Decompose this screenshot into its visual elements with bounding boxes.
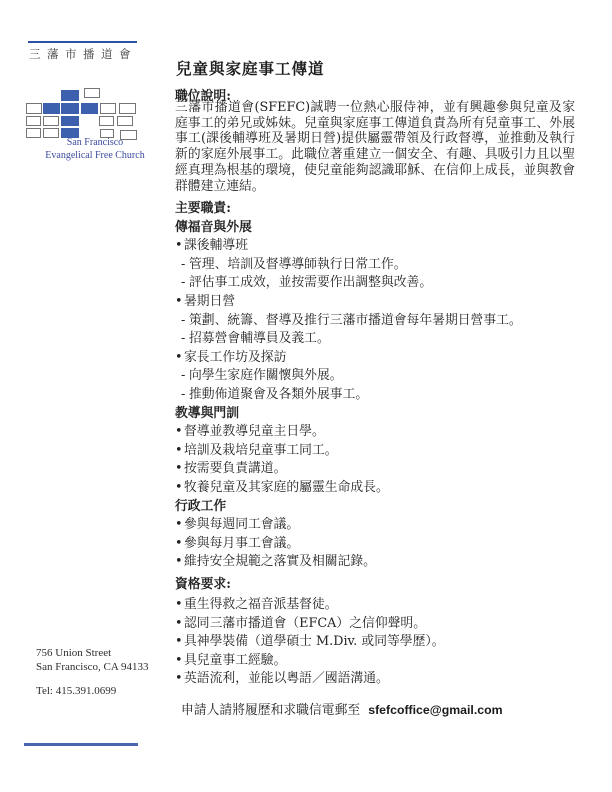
responsibilities-heading: 主要職責: xyxy=(175,201,231,216)
list-item xyxy=(175,293,522,312)
subheading-admin-work: 行政工作 xyxy=(175,498,227,514)
list-item-label: 參與每週同工會議。 xyxy=(184,517,300,533)
list-subitem-label: 策劃、統籌、督導及推行三藩市播道會每年暑期日營事工。 xyxy=(189,312,522,328)
application-email: sfefcoffice@gmail.com xyxy=(368,703,503,717)
address-block xyxy=(36,647,148,675)
list-item-label: 具兒童事工經驗。 xyxy=(184,652,287,668)
list-item xyxy=(175,553,522,572)
list-subitem-label: 管理、培訓及督導導師執行日常工作。 xyxy=(189,256,407,272)
logo-cell xyxy=(100,103,116,114)
list-item-label: 參與每月事工會議。 xyxy=(184,535,300,551)
list-subitem xyxy=(175,367,522,386)
logo-cell xyxy=(117,116,133,126)
logo-cell xyxy=(84,88,100,98)
logo-cell xyxy=(99,116,114,126)
list-item xyxy=(175,633,445,652)
list-item-label: 具神學裝備（道學碩士 M.Div. 或同等學歷）。 xyxy=(184,634,445,650)
list-item xyxy=(175,535,522,554)
list-item xyxy=(175,615,445,634)
list-item xyxy=(175,237,522,256)
logo-cell xyxy=(61,103,79,114)
subheading-teaching-discipleship: 教導與門訓 xyxy=(175,405,239,421)
address-street: 756 Union Street xyxy=(36,647,112,659)
list-item-label: 按需要負責講道。 xyxy=(184,461,287,477)
list-item-label: 家長工作坊及探訪 xyxy=(184,349,287,365)
logo-cell xyxy=(61,90,79,101)
list-item xyxy=(175,349,522,368)
list-item xyxy=(175,460,522,479)
bullet-marker: • xyxy=(175,652,183,668)
bullet-marker: • xyxy=(175,535,183,551)
org-name-chinese: 三藩市播道會 xyxy=(29,47,137,61)
responsibilities-section xyxy=(175,200,522,572)
footer-rule xyxy=(24,743,138,746)
org-name-english-line2: Evangelical Free Church xyxy=(45,149,145,161)
list-item xyxy=(175,652,445,671)
list-item xyxy=(175,442,522,461)
list-item xyxy=(175,596,445,615)
bullet-marker: • xyxy=(175,554,183,570)
list-item xyxy=(175,670,445,689)
bullet-marker: • xyxy=(175,424,183,440)
bullet-marker: • xyxy=(175,293,183,309)
subheading-evangelism-outreach: 傳福音與外展 xyxy=(175,219,252,235)
logo-cell xyxy=(119,103,136,114)
list-item-label: 維持安全規範之落實及相關記錄。 xyxy=(184,554,376,570)
logo-cell xyxy=(81,103,98,114)
list-item-label: 暑期日營 xyxy=(184,293,236,309)
bullet-marker: • xyxy=(175,634,183,650)
bullet-marker: • xyxy=(175,671,183,687)
bullet-marker: • xyxy=(175,597,183,612)
list-item-label: 督導並教導兒童主日學。 xyxy=(184,424,325,440)
list-subitem xyxy=(175,386,522,405)
list-item-label: 牧養兒童及其家庭的屬靈生命成長。 xyxy=(184,479,389,495)
list-item xyxy=(175,479,522,498)
bullet-marker: • xyxy=(175,479,183,495)
list-subitem-label: 向學生家庭作關懷與外展。 xyxy=(189,368,343,384)
list-item xyxy=(175,516,522,535)
org-name-english-line1: San Francisco xyxy=(66,137,124,148)
dash-marker: - xyxy=(181,275,186,291)
list-subitem-label: 招募營會輔導員及義工。 xyxy=(189,331,330,347)
address-city: San Francisco, CA 94133 xyxy=(36,660,149,673)
list-item-label: 課後輔導班 xyxy=(184,238,248,254)
list-item-label: 認同三藩市播道會（EFCA）之信仰聲明。 xyxy=(184,615,427,631)
list-item-label: 重生得救之福音派基督徒。 xyxy=(184,597,338,612)
dash-marker: - xyxy=(181,368,186,384)
bullet-marker: • xyxy=(175,238,183,254)
org-name-english xyxy=(16,137,174,162)
dash-marker: - xyxy=(181,386,186,402)
list-subitem xyxy=(175,312,522,331)
logo-cell xyxy=(43,103,60,114)
logo-cell xyxy=(26,103,42,114)
bullet-marker: • xyxy=(175,517,183,533)
bullet-marker: • xyxy=(175,442,183,458)
list-item-label: 英語流利，並能以粵語／國語溝通。 xyxy=(184,671,389,687)
application-instruction: 申請人請將履歷和求職信電郵至 xyxy=(181,703,361,718)
dash-marker: - xyxy=(181,331,186,347)
dash-marker: - xyxy=(181,312,186,328)
list-item xyxy=(175,423,522,442)
job-description-heading: 職位說明: xyxy=(175,89,231,104)
bullet-marker: • xyxy=(175,461,183,477)
bullet-marker: • xyxy=(175,615,183,631)
dash-marker: - xyxy=(181,256,186,272)
page-title: 兒童與家庭事工傳道 xyxy=(176,59,325,78)
logo-cell xyxy=(26,116,41,126)
list-item-label: 培訓及栽培兒童事工同工。 xyxy=(184,442,338,458)
list-subitem-label: 評估事工成效，並按需要作出調整與改善。 xyxy=(189,275,433,291)
logo-cell xyxy=(43,116,59,126)
qualifications-section xyxy=(175,574,445,689)
application-line xyxy=(181,699,503,718)
job-description-body: 三藩市播道會(SFEFC)誠聘一位熱心服侍神，並有興趣參與兒童及家庭事工的弟兄或姊妹。兒童與家庭事工傳道負責為所有兒童事工、外展事工(課後輔導班及暑期日營)提供屬靈帶領及行政督導，並推動及執行新的家庭外展事工。此職位著重建立一個安全、有趣、具吸引力且以聖經真理為根基的環境，使兒童能夠認識耶穌、在信仰上成長，並與教會群體建立連結。 xyxy=(175,100,575,194)
list-subitem xyxy=(175,274,522,293)
phone-number: Tel: 415.391.0699 xyxy=(36,685,117,697)
bullet-marker: • xyxy=(175,349,183,365)
list-subitem xyxy=(175,330,522,349)
list-subitem-label: 推動佈道聚會及各類外展事工。 xyxy=(189,386,369,402)
list-subitem xyxy=(175,256,522,275)
qualifications-heading: 資格要求: xyxy=(175,577,231,592)
logo-cell xyxy=(61,116,79,126)
header-rule xyxy=(28,41,137,43)
